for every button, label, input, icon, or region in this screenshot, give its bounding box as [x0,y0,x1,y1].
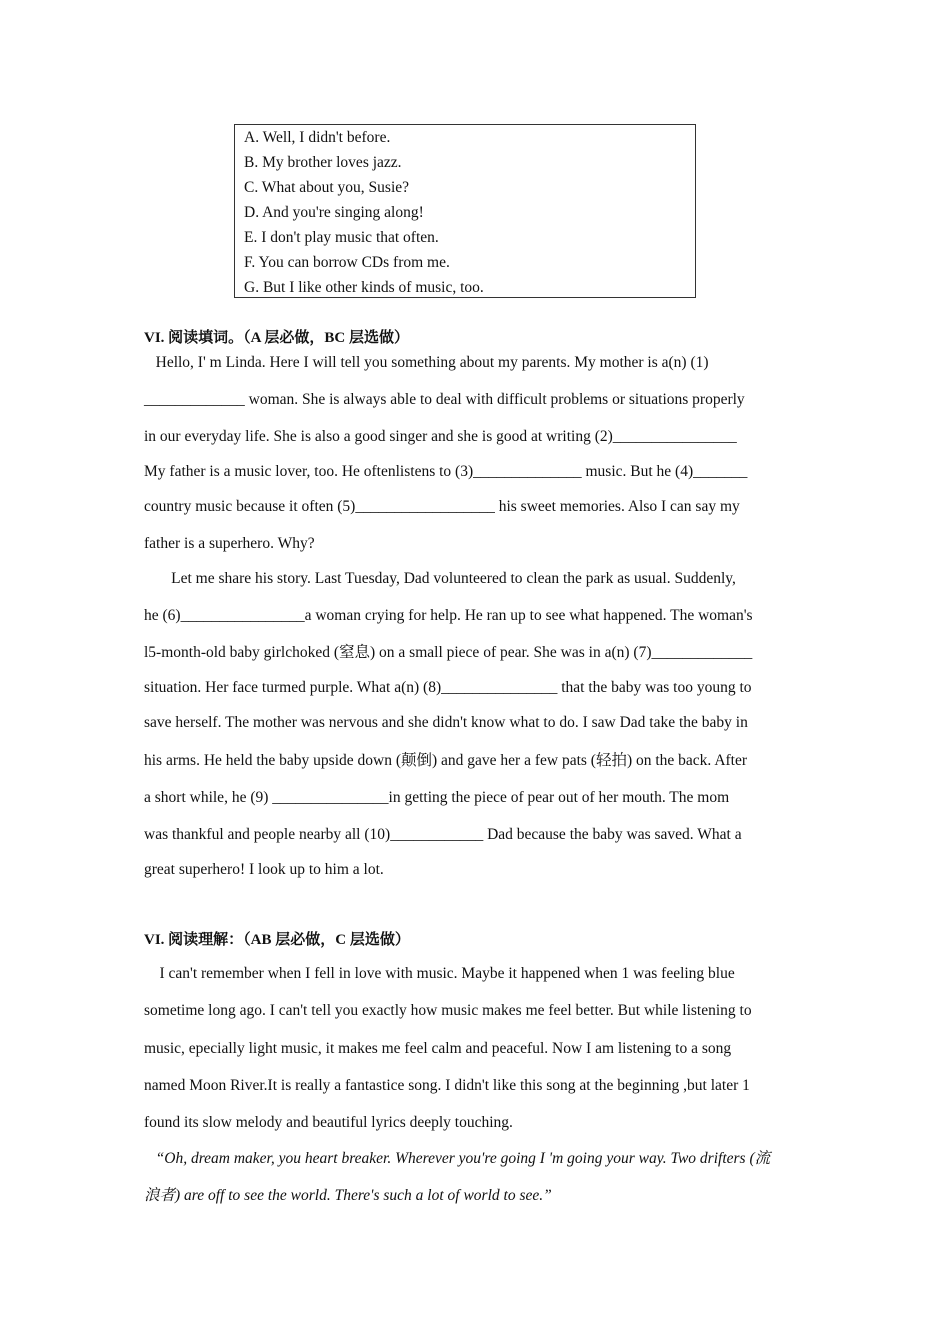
reading-line-3: music, epecially light music, it makes me feel calm and peaceful. Now I am listening to a song [144,1040,732,1057]
fill-line-15: great superhero! I look up to him a lot. [144,861,384,878]
option-a: A. Well, I didn't before. [244,129,391,146]
fill-line-12: his arms. He held the baby upside down (颠倒) and gave her a few pats (轻拍) on the back. After [144,752,748,769]
fill-line-11: save herself. The mother was nervous and she didn't know what to do. I saw Dad take the baby in [144,714,748,731]
section-reading-heading: VI. 阅读理解：（AB 层必做，C 层选做） [144,932,410,948]
fill-line-7: Let me share his story. Last Tuesday, Dad volunteered to clean the park as usual. Suddenly, [144,570,736,587]
fill-line-9: l5-month-old baby girlchoked (窒息) on a small piece of pear. She was in a(n) (7)_____________ [144,644,753,661]
fill-line-8: he (6)________________a woman crying for help. He ran up to see what happened. The woman's [144,607,753,624]
section-fill-heading: VI. 阅读填词。（A 层必做，BC 层选做） [144,330,410,346]
option-f: F. You can borrow CDs from me. [244,254,450,271]
quote-line-1: “Oh, dream maker, you heart breaker. Wherever you're going I 'm going your way. Two drifters (流 [144,1150,771,1167]
reading-line-2: sometime long ago. I can't tell you exactly how music makes me feel better. But while listening to [144,1002,752,1019]
reading-line-1: I can't remember when I fell in love with music. Maybe it happened when 1 was feeling blue [144,965,735,982]
option-e: E. I don't play music that often. [244,229,439,246]
reading-line-5: found its slow melody and beautiful lyrics deeply touching. [144,1114,513,1131]
fill-line-3: in our everyday life. She is also a good singer and she is good at writing (2)________________ [144,428,737,445]
option-c: C. What about you, Susie? [244,179,410,196]
option-b: B. My brother loves jazz. [244,154,402,171]
fill-line-2: _____________ woman. She is always able to deal with difficult problems or situations properly [144,391,745,408]
fill-line-10: situation. Her face turmed purple. What a(n) (8)_______________ that the baby was too young to [144,679,752,696]
fill-line-4: My father is a music lover, too. He oftenlistens to (3)______________ music. But he (4)_______ [144,463,748,480]
fill-line-6: father is a superhero. Why? [144,535,315,552]
fill-line-14: was thankful and people nearby all (10)____________ Dad because the baby was saved. What a [144,826,742,843]
fill-line-5: country music because it often (5)__________________ his sweet memories. Also I can say my [144,498,740,515]
reading-line-4: named Moon River.It is really a fantastice song. I didn't like this song at the beginning ,but later 1 [144,1077,750,1094]
option-d: D. And you're singing along! [244,204,424,221]
fill-line-13: a short while, he (9) _______________in getting the piece of pear out of her mouth. The mom [144,789,730,806]
option-g: G. But I like other kinds of music, too. [244,279,484,296]
quote-line-2: 浪者) are off to see the world. There's such a lot of world to see.” [144,1187,552,1204]
answer-options-box [234,124,696,298]
fill-line-1: Hello, I' m Linda. Here I will tell you something about my parents. My mother is a(n) (1) [144,354,709,371]
